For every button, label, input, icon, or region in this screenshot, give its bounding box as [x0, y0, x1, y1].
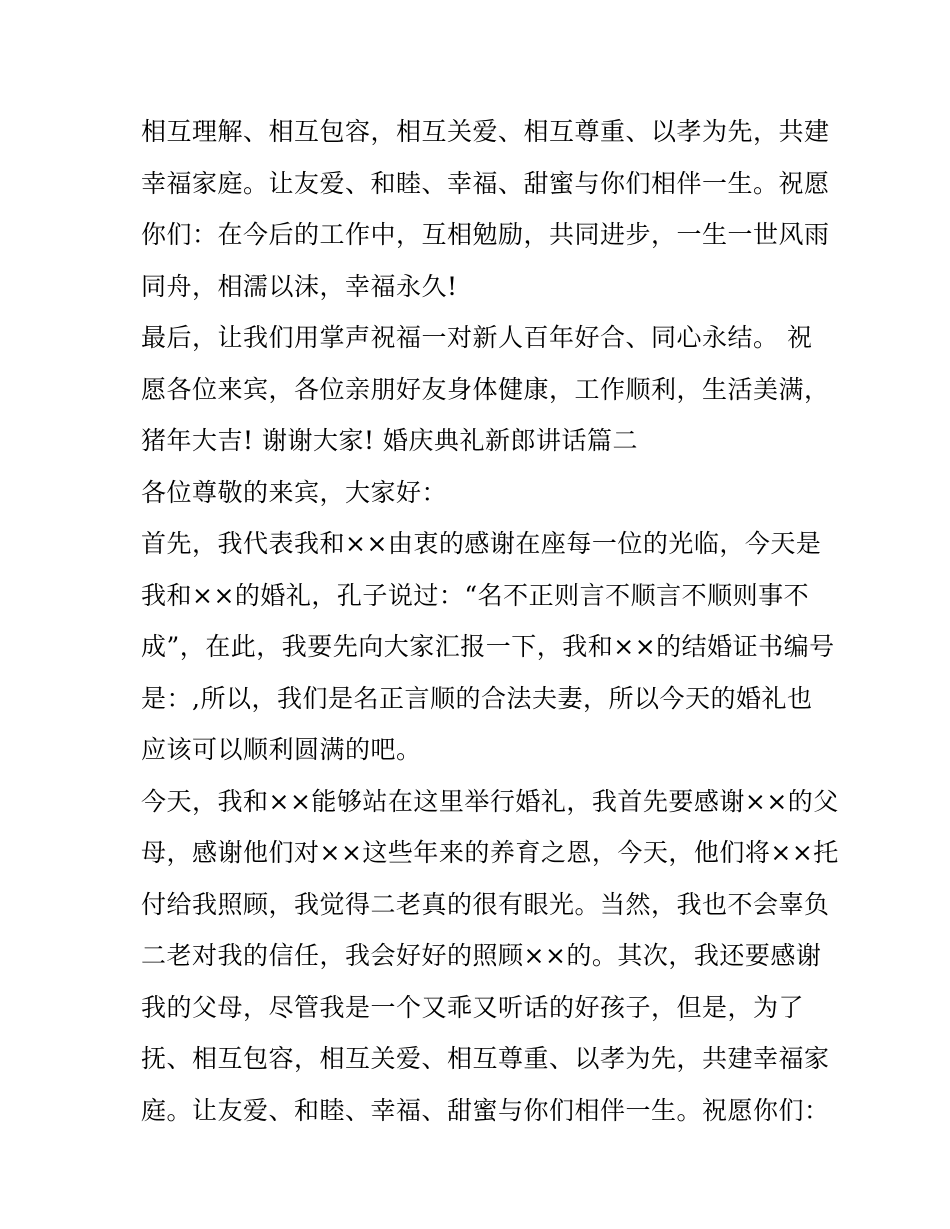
text-line: 成”，在此，我要先向大家汇报一下，我和××的结婚证书编号 [141, 632, 835, 661]
text-line: 猪年大吉! 谢谢大家! 婚庆典礼新郎讲话篇二 [141, 426, 638, 455]
text-line: 二老对我的信任，我会好好的照顾××的。其次，我还要感谢 [141, 941, 822, 970]
text-line: 你们：在今后的工作中，互相勉励，共同进步，一生一世风雨 [141, 220, 830, 249]
text-line: 我和××的婚礼，孔子说过：“名不正则言不顺言不顺则事不 [141, 580, 810, 610]
text-line: 愿各位来宾，各位亲朋好友身体健康，工作顺利，生活美满， [141, 374, 830, 404]
text-line: 各位尊敬的来宾，大家好： [141, 477, 448, 507]
text-line: 首先，我代表我和××由衷的感谢在座每一位的光临，今天是 [141, 529, 822, 558]
text-line: 庭。让友爱、和睦、幸福、甜蜜与你们相伴一生。祝愿你们： [141, 1095, 830, 1125]
text-line: 同舟，相濡以沫，幸福永久! [141, 271, 458, 301]
text-line: 相互理解、相互包容，相互关爱、相互尊重、以孝为先，共建 [141, 117, 830, 146]
text-line: 我的父母，尽管我是一个又乖又听话的好孩子，但是，为了 [141, 992, 805, 1022]
text-line: 付给我照顾，我觉得二老真的很有眼光。当然，我也不会辜负 [141, 889, 830, 919]
text-line: 今天，我和××能够站在这里举行婚礼，我首先要感谢××的父 [141, 786, 839, 816]
document-body [141, 106, 839, 1136]
text-line: 抚、相互包容，相互关爱、相互尊重、以孝为先，共建幸福家 [141, 1044, 830, 1073]
text-line: 最后，让我们用掌声祝福一对新人百年好合、同心永结。 祝 [141, 323, 813, 352]
text-line: 应该可以顺利圆满的吧。 [141, 735, 422, 764]
text-line: 母，感谢他们对××这些年来的养育之恩，今天，他们将××托 [141, 838, 839, 867]
text-line: 幸福家庭。让友爱、和睦、幸福、甜蜜与你们相伴一生。祝愿 [141, 168, 830, 198]
text-line: 是：,所以，我们是名正言顺的合法夫妻，所以今天的婚礼也 [141, 683, 813, 713]
